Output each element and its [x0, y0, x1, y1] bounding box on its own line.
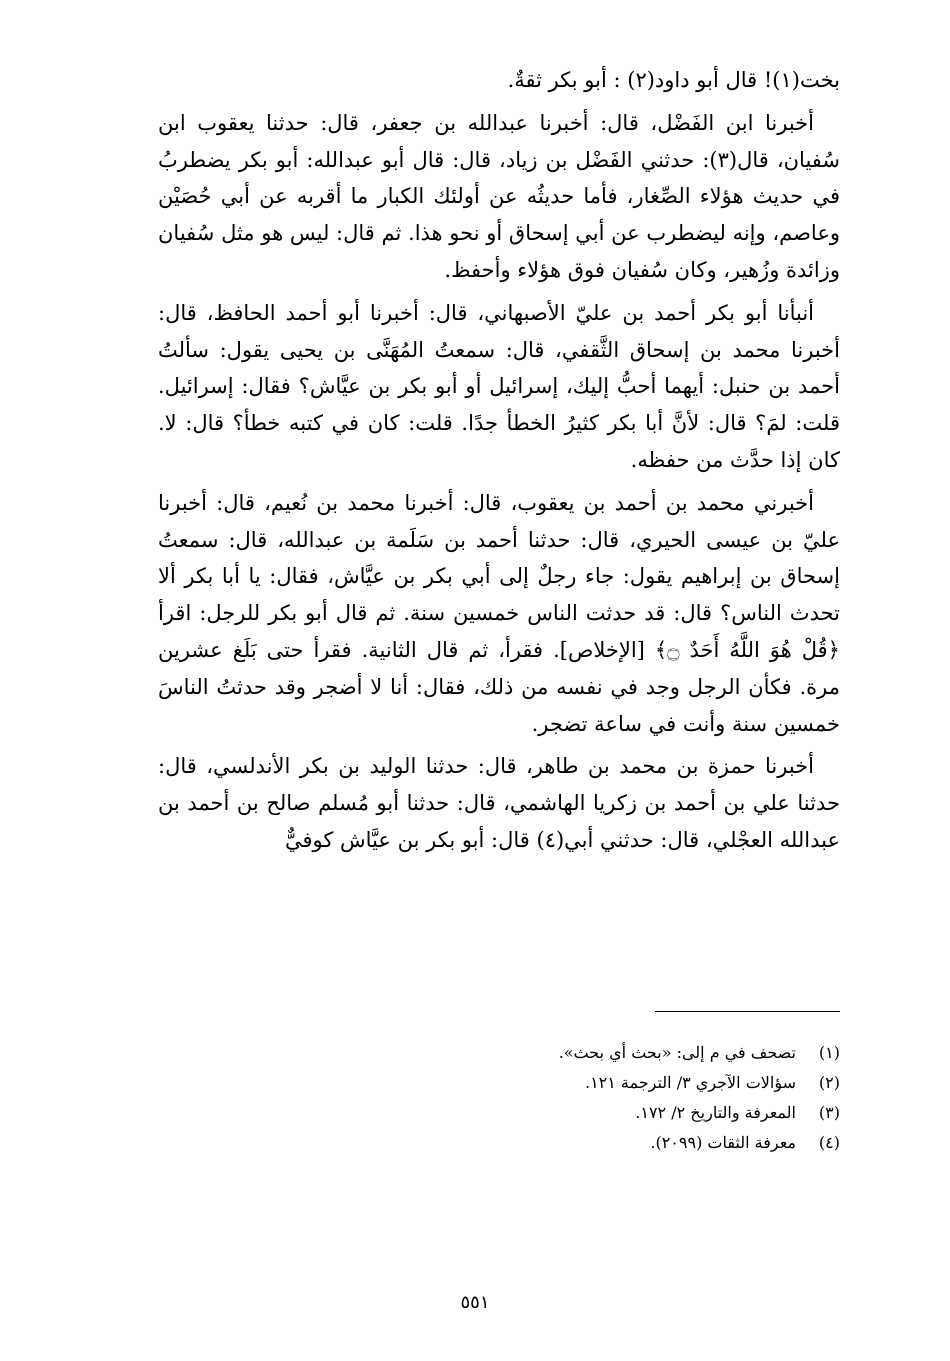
footnote-number: (٣) [818, 1103, 840, 1122]
paragraph-continuation: بخت(١)! قال أبو داود(٢) : أبو بكر ثقةٌ. [507, 68, 840, 92]
main-text-body [158, 62, 840, 865]
paragraph-asbahani-narration: أنبأنا أبو بكر أحمد بن عليّ الأصبهاني، قال: أخبرنا أبو أحمد الحافظ، قال: أخبرنا محمد بن إسحاق الثَّقفي، قال: سمعتُ المُهَنَّى بن يحيى يقول: سألتُ أحمد بن حنبل: أيهما أحبُّ إليك، إسرائيل أو أبو بكر بن عيَّاش؟ فقال: إسرائيل. قلت: لمَ؟ قال: لأنَّ أبا بكر كثيرُ الخطأ جدًا. قلت: كان في كتبه خطأ؟ قال: لا. كان إذا حدَّث من حفظه. [158, 300, 840, 472]
footnote-number: (١) [818, 1043, 840, 1062]
footnote-text: تصحف في م إلى: «بحث أي بحث». [558, 1043, 796, 1062]
paragraph-hamza-narration: أخبرنا حمزة بن محمد بن طاهر، قال: حدثنا الوليد بن بكر الأندلسي، قال: حدثنا علي بن أحمد بن زكريا الهاشمي، قال: حدثنا أبو مُسلم صالح بن أحمد بن عبدالله العجْلي، قال: حدثني أبي(٤) قال: أبو بكر بن عيَّاش كوفيٌّ [158, 754, 840, 852]
footnote-item [300, 1068, 840, 1098]
paragraph-muhammad-ibn-ahmad-narration: أخبرني محمد بن أحمد بن يعقوب، قال: أخبرنا محمد بن نُعيم، قال: أخبرنا عليّ بن عيسى الحيري، قال: حدثنا أحمد بن سَلَمة بن عبدالله، قال: سمعتُ إسحاق بن إبراهيم يقول: جاء رجلٌ إلى أبي بكر بن عيَّاش، فقال: يا أبا بكر ألا تحدث الناس؟ قال: قد حدثت الناس خمسين سنة. ثم قال أبو بكر للرجل: اقرأ ﴿قُلْ هُوَ اللَّهُ أَحَدٌ ۝﴾ [الإخلاص]. فقرأ، ثم قال الثانية. فقرأ حتى بَلَغ عشرين مرة. فكأن الرجل وجد في نفسه من ذلك، فقال: أنا لا أضجر وقد حدثتُ الناسَ خمسين سنة وأنت في ساعة تضجر. [158, 490, 840, 736]
footnote-text: سؤالات الآجري ٣/ الترجمة ١٢١. [584, 1073, 796, 1092]
footnote-number: (٢) [818, 1073, 840, 1092]
footnote-divider [655, 1011, 840, 1012]
footnotes-list [300, 1038, 840, 1158]
paragraph-ibn-fadl-narration: أخبرنا ابن الفَضْل، قال: أخبرنا عبدالله بن جعفر، قال: حدثنا يعقوب ابن سُفيان، قال(٣): حدثني الفَضْل بن زياد، قال: قال أبو عبدالله: أبو بكر يضطربُ في حديث هؤلاء الصِّغار، فأما حديثُه عن أولئك الكبار ما أقربه عن أبي حُصَيْن وعاصم، وإنه ليضطرب عن أبي إسحاق أو نحو هذا. ثم قال: ليس هو مثل سُفيان وزائدة وزُهير، وكان سُفيان فوق هؤلاء وأحفظ. [158, 110, 840, 282]
footnote-item [300, 1128, 840, 1158]
footnote-text: المعرفة والتاريخ ٢/ ١٧٢. [635, 1103, 796, 1122]
footnote-item [300, 1038, 840, 1068]
page-number: ٥٥١ [460, 1292, 490, 1313]
footnote-item [300, 1098, 840, 1128]
footnote-text: معرفة الثقات (٢٠٩٩). [650, 1133, 796, 1152]
footnote-number: (٤) [818, 1133, 840, 1152]
